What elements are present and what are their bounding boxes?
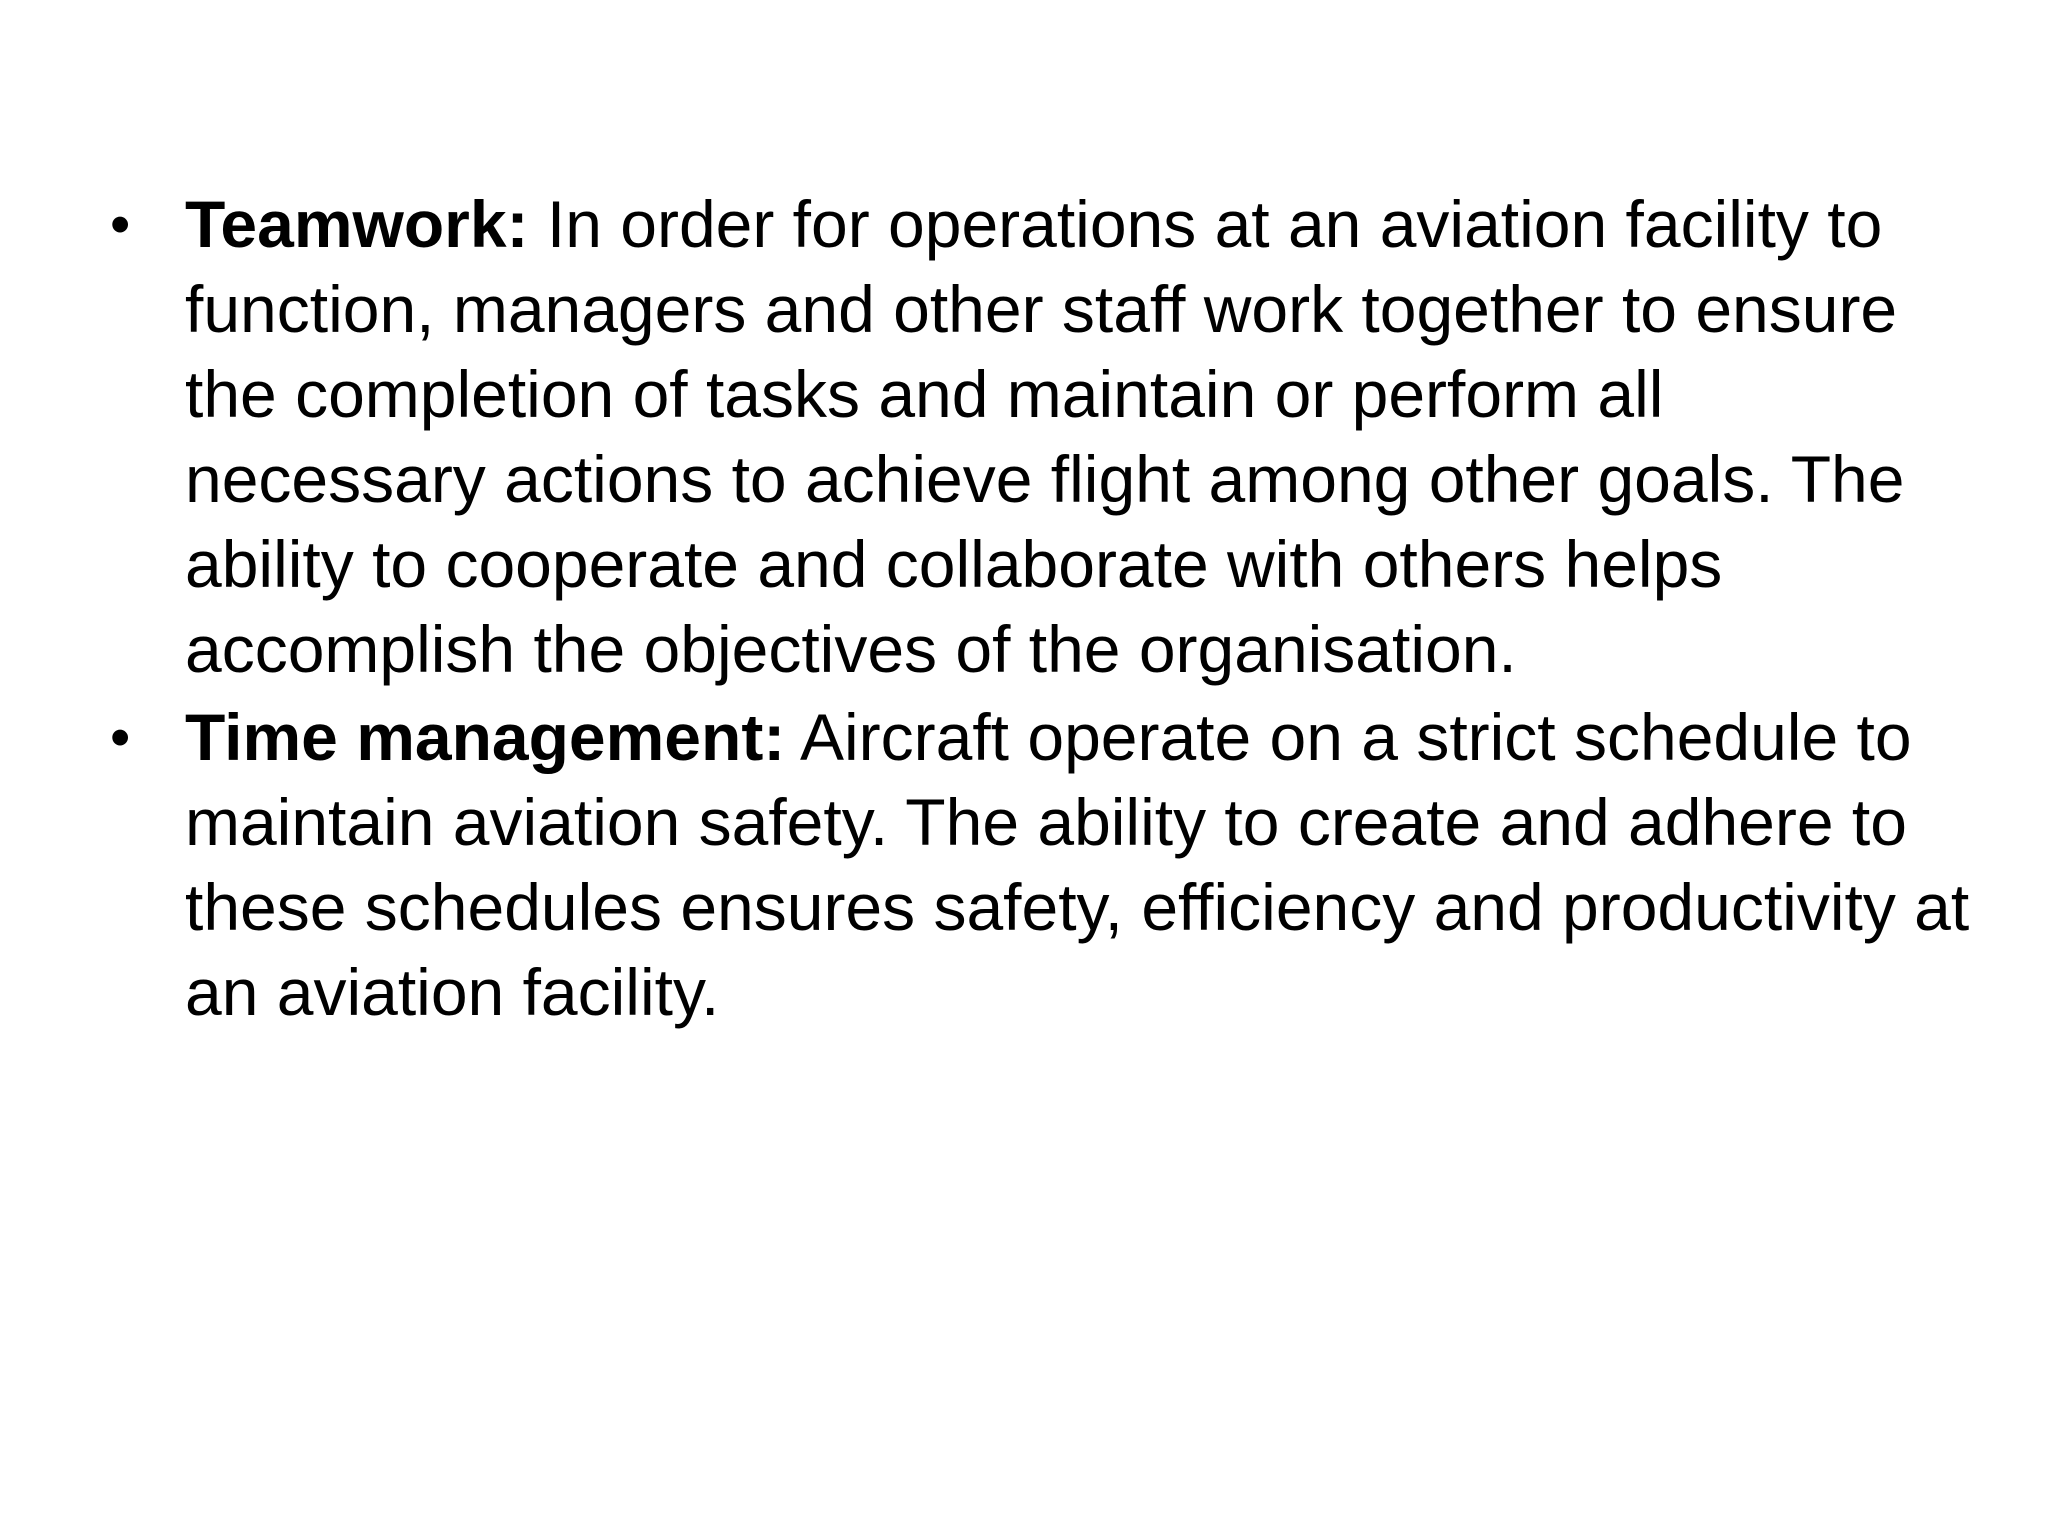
bullet-item-time-management [110,695,1970,1035]
bullet-dot-icon: • [110,192,131,257]
bullet-text-teamwork: In order for operations at an aviation facility to function, managers and other staff work together to ensure the completion of tasks and maintain or perform all necessary actions to achieve flight among other goals. The ability to cooperate and collaborate with others helps accomplish the objectives of the organisation. [185,187,1905,686]
bullet-text-time-management: Aircraft operate on a strict schedule to maintain aviation safety. The ability to create and adhere to these schedules ensures safety, efficiency and productivity at an aviation facility. [185,700,1970,1029]
bullet-list [110,182,1970,1038]
bullet-term-time-management: Time management: [185,700,786,774]
bullet-dot-icon: • [110,705,131,770]
bullet-term-teamwork: Teamwork: [185,187,529,261]
bullet-item-teamwork [110,182,1970,692]
